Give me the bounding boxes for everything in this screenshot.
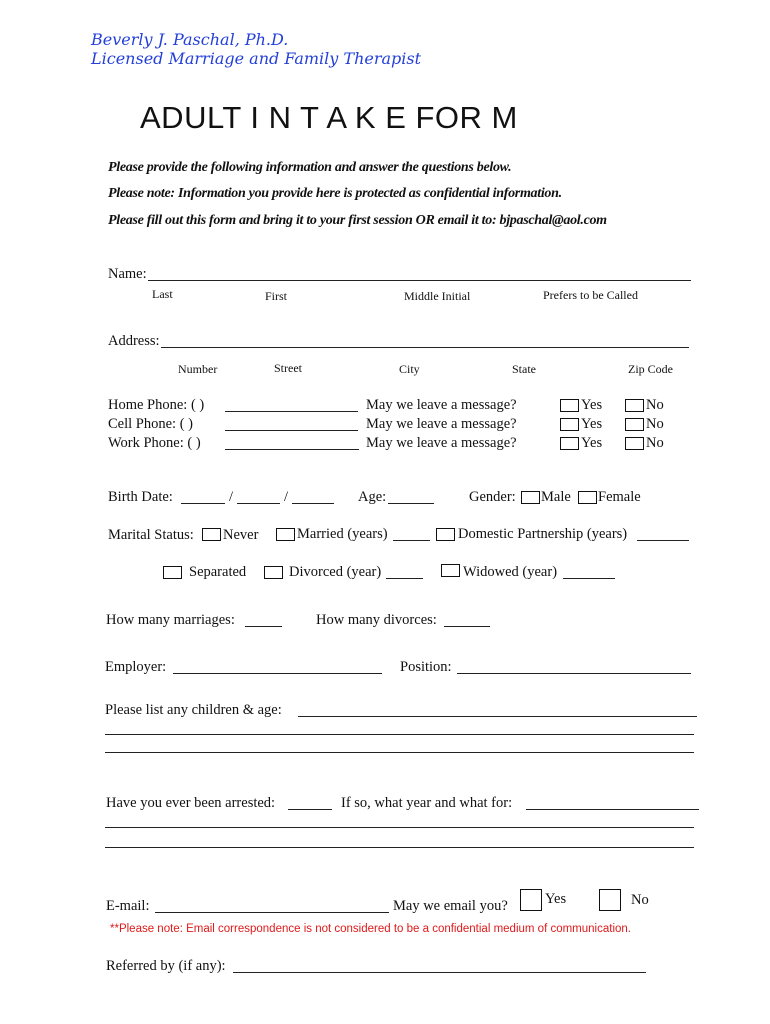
home-phone-field[interactable] xyxy=(225,411,358,412)
work-no-checkbox[interactable] xyxy=(625,437,644,450)
age-field[interactable] xyxy=(388,503,434,504)
arrest-detail-field-1[interactable] xyxy=(526,809,699,810)
email-confidentiality-note: **Please note: Email correspondence is not considered to be a confidential medium of communication. xyxy=(110,923,631,935)
arrested-field[interactable] xyxy=(288,809,332,810)
name-sublabel-preferred: Prefers to be Called xyxy=(543,288,638,302)
work-yes-checkbox[interactable] xyxy=(560,437,579,450)
married-years-field[interactable] xyxy=(393,540,430,541)
gender-label: Gender: xyxy=(469,489,516,505)
employer-field[interactable] xyxy=(173,673,382,674)
cell-message-question: May we leave a message? xyxy=(366,416,517,432)
male-label: Male xyxy=(541,489,571,505)
arrest-followup-label: If so, what year and what for: xyxy=(341,795,513,811)
children-field-2[interactable] xyxy=(105,734,694,735)
work-no-label: No xyxy=(646,435,664,451)
birth-sep-2: / xyxy=(284,489,289,505)
cell-yes-label: Yes xyxy=(581,416,603,432)
cell-no-checkbox[interactable] xyxy=(625,418,644,431)
address-field[interactable] xyxy=(161,347,689,348)
birth-date-label: Birth Date: xyxy=(108,489,173,505)
divorces-field[interactable] xyxy=(444,626,490,627)
married-label: Married (years) xyxy=(297,526,388,542)
home-no-label: No xyxy=(646,397,664,413)
married-checkbox[interactable] xyxy=(276,528,295,541)
children-field-3[interactable] xyxy=(105,752,694,753)
female-checkbox[interactable] xyxy=(578,491,597,504)
therapist-title: Licensed Marriage and Family Therapist xyxy=(91,49,422,68)
address-sublabel-zip: Zip Code xyxy=(628,362,673,376)
address-sublabel-street: Street xyxy=(274,361,302,375)
email-yes-checkbox[interactable] xyxy=(520,889,542,911)
email-no-label: No xyxy=(631,892,649,908)
email-label: E-mail: xyxy=(106,898,150,914)
home-yes-label: Yes xyxy=(581,397,603,413)
referred-by-label: Referred by (if any): xyxy=(106,958,226,974)
male-checkbox[interactable] xyxy=(521,491,540,504)
email-yes-label: Yes xyxy=(545,891,567,907)
domestic-years-field[interactable] xyxy=(637,540,689,541)
instruction-line-1: Please provide the following information and answer the questions below. xyxy=(108,160,512,175)
widowed-checkbox[interactable] xyxy=(441,564,460,577)
work-phone-label: Work Phone: ( ) xyxy=(108,435,201,451)
divorces-label: How many divorces: xyxy=(316,612,437,628)
domestic-label: Domestic Partnership (years) xyxy=(458,526,628,542)
birth-day-field[interactable] xyxy=(237,503,280,504)
marriages-field[interactable] xyxy=(245,626,282,627)
arrested-label: Have you ever been arrested: xyxy=(106,795,276,811)
never-label: Never xyxy=(223,527,259,543)
position-label: Position: xyxy=(400,659,452,675)
cell-no-label: No xyxy=(646,416,664,432)
name-sublabel-last: Last xyxy=(152,287,173,301)
name-sublabel-first: First xyxy=(265,289,288,303)
address-sublabel-city: City xyxy=(399,362,420,376)
age-label: Age: xyxy=(358,489,387,505)
never-checkbox[interactable] xyxy=(202,528,221,541)
birth-month-field[interactable] xyxy=(181,503,225,504)
marital-status-label: Marital Status: xyxy=(108,527,194,543)
cell-phone-label: Cell Phone: ( ) xyxy=(108,416,193,432)
domestic-checkbox[interactable] xyxy=(436,528,455,541)
address-sublabel-state: State xyxy=(512,362,536,376)
widowed-year-field[interactable] xyxy=(563,578,615,579)
instruction-line-2: Please note: Information you provide here is protected as confidential information. xyxy=(108,186,562,201)
email-question: May we email you? xyxy=(393,898,508,914)
cell-phone-field[interactable] xyxy=(225,430,358,431)
divorced-year-field[interactable] xyxy=(386,578,423,579)
children-label: Please list any children & age: xyxy=(105,702,282,718)
birth-year-field[interactable] xyxy=(292,503,334,504)
name-label: Name: xyxy=(108,266,147,282)
form-title: ADULT I N T A K E FOR M xyxy=(140,100,518,135)
email-no-checkbox[interactable] xyxy=(599,889,621,911)
marriages-label: How many marriages: xyxy=(106,612,235,628)
employer-label: Employer: xyxy=(105,659,167,675)
instruction-line-3: Please fill out this form and bring it to your first session OR email it to: bjpaschal@aol.com xyxy=(108,213,607,228)
separated-checkbox[interactable] xyxy=(163,566,182,579)
home-phone-label: Home Phone: ( ) xyxy=(108,397,205,413)
children-field-1[interactable] xyxy=(298,716,697,717)
name-field[interactable] xyxy=(148,280,691,281)
arrest-detail-field-3[interactable] xyxy=(105,847,694,848)
separated-label: Separated xyxy=(189,564,247,580)
home-yes-checkbox[interactable] xyxy=(560,399,579,412)
divorced-label: Divorced (year) xyxy=(289,564,382,580)
birth-sep-1: / xyxy=(229,489,234,505)
position-field[interactable] xyxy=(457,673,691,674)
address-label: Address: xyxy=(108,333,160,349)
therapist-name: Beverly J. Paschal, Ph.D. xyxy=(91,30,289,49)
name-sublabel-middle: Middle Initial xyxy=(404,289,471,303)
widowed-label: Widowed (year) xyxy=(463,564,558,580)
arrest-detail-field-2[interactable] xyxy=(105,827,694,828)
referred-by-field[interactable] xyxy=(233,972,646,973)
work-message-question: May we leave a message? xyxy=(366,435,517,451)
address-sublabel-number: Number xyxy=(178,362,218,376)
divorced-checkbox[interactable] xyxy=(264,566,283,579)
female-label: Female xyxy=(598,489,641,505)
work-phone-field[interactable] xyxy=(225,449,359,450)
work-yes-label: Yes xyxy=(581,435,603,451)
email-field[interactable] xyxy=(155,912,389,913)
cell-yes-checkbox[interactable] xyxy=(560,418,579,431)
home-message-question: May we leave a message? xyxy=(366,397,517,413)
home-no-checkbox[interactable] xyxy=(625,399,644,412)
